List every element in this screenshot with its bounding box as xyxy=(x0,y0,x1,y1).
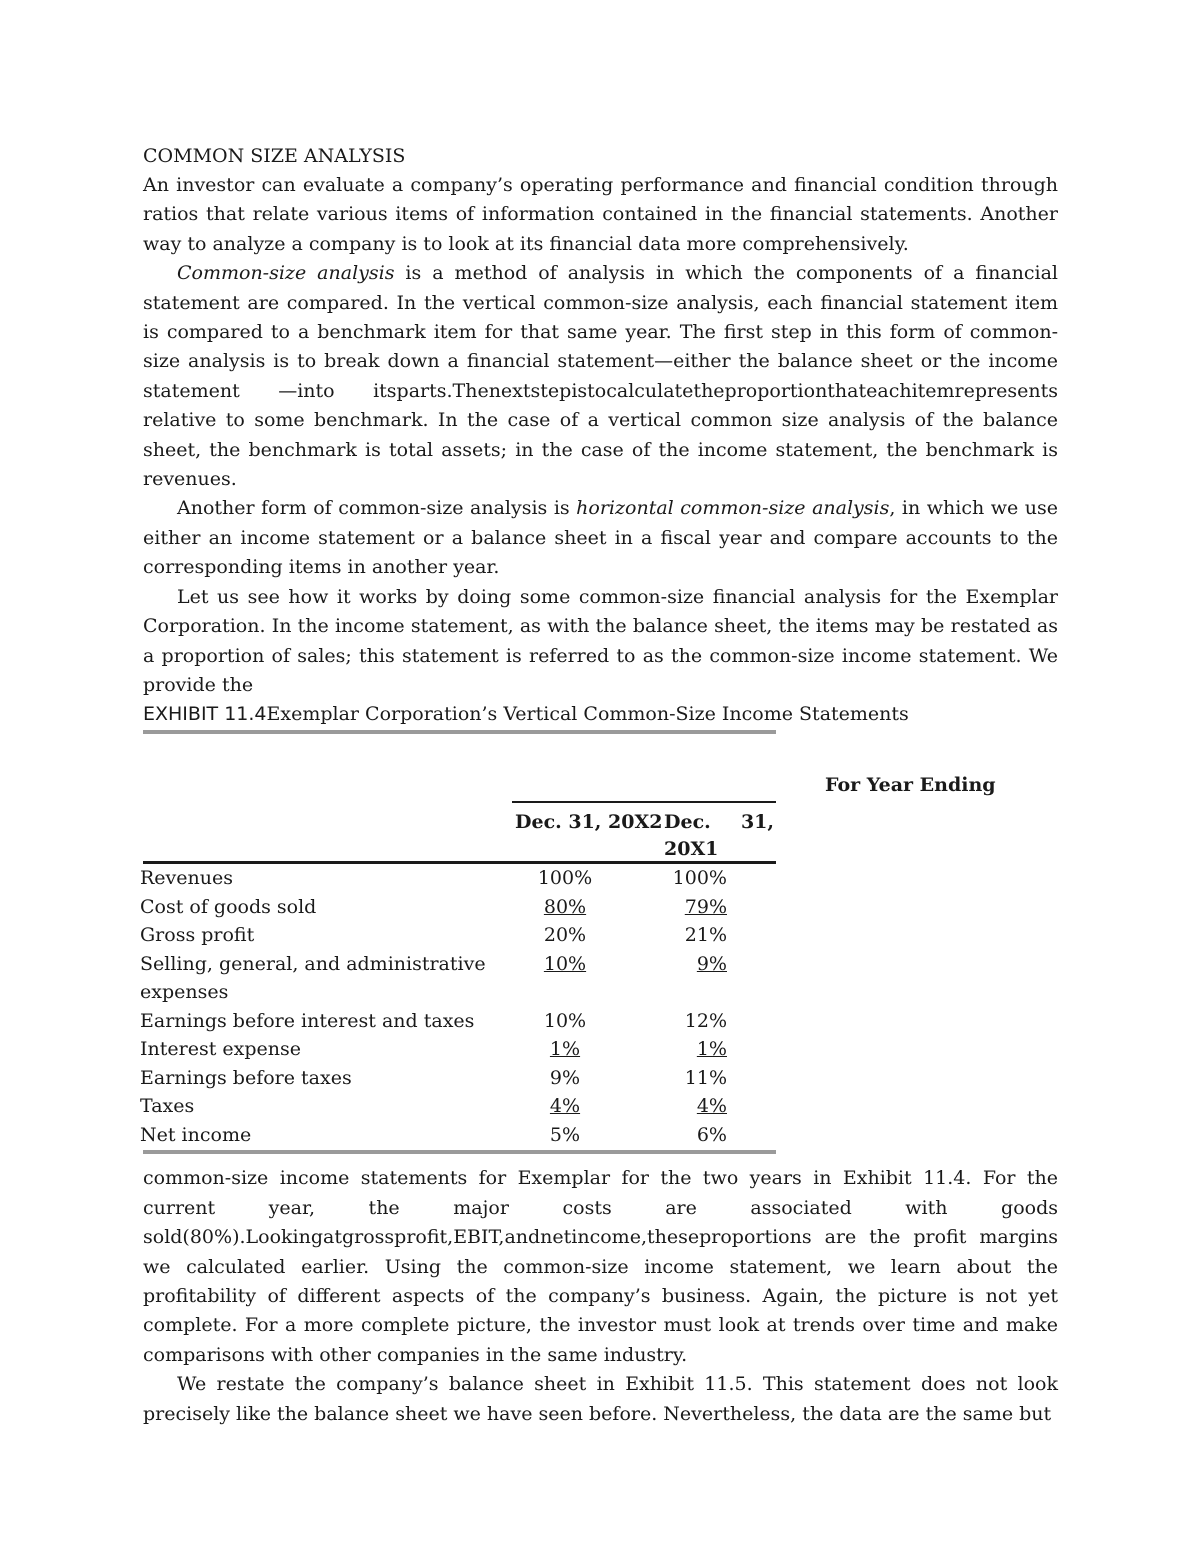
row-label: Interest expense xyxy=(140,1038,301,1061)
value-20x1: 12% xyxy=(684,1009,727,1032)
value-20x1: 4% xyxy=(696,1095,727,1118)
column-header-20x1-b: 31, xyxy=(740,811,774,834)
row-label: Gross profit xyxy=(140,924,255,947)
table-row xyxy=(140,1035,776,1064)
row-label: Revenues xyxy=(140,867,233,890)
column-header-20x1-c: 20X1 xyxy=(664,838,719,861)
row-label: Earnings before taxes xyxy=(140,1066,352,1089)
table-row xyxy=(140,864,776,893)
table-bottom-rule xyxy=(143,1150,776,1154)
paragraph-discussion: common-size income statements for Exemplar for the two years in Exhibit 11.4. For the current year, the major costs are associated with goods sold(80%).Lookingatgrossprofit,EBIT,andnetincome,theseproportions are the profit margins we calculated earlier. Using the common-size income statement, we learn about the profitability of different aspects of the company’s business. Again, the picture is not yet complete. For a more complete picture, the investor must look at trends over time and make comparisons with other companies in the same industry. xyxy=(143,1167,1058,1366)
paragraph-horizontal xyxy=(143,494,1058,582)
exhibit-title: Exemplar Corporation’s Vertical Common-Size Income Statements xyxy=(266,703,909,726)
value-20x2: 5% xyxy=(549,1123,581,1146)
exhibit-caption xyxy=(143,700,1058,728)
column-header-20x2: Dec. 31, 20X2 xyxy=(515,811,663,834)
value-20x2: 80% xyxy=(543,895,587,918)
value-20x2: 10% xyxy=(543,952,587,975)
value-20x1: 79% xyxy=(684,895,727,918)
period-label: For Year Ending xyxy=(825,774,996,797)
table-row xyxy=(140,1007,776,1036)
value-20x2: 10% xyxy=(543,1009,587,1032)
table-row xyxy=(140,921,776,950)
paragraph-balance-sheet: We restate the company’s balance sheet in Exhibit 11.5. This statement does not look precisely like the balance sheet we have seen before. Nevertheless, the data are the same but xyxy=(143,1373,1058,1425)
table-row xyxy=(140,1121,776,1150)
row-label: Net income xyxy=(140,1123,252,1146)
row-label: Cost of goods sold xyxy=(140,895,317,918)
value-20x2: 100% xyxy=(537,867,593,890)
row-label: Selling, general, and administrative expenses xyxy=(140,952,486,1004)
paragraph-intro: An investor can evaluate a company’s operating performance and financial condition through ratios that relate various items of information contained in the financial statements. Another way to analyze a company is to look at its financial data more comprehensively. xyxy=(143,174,1058,255)
value-20x1: 11% xyxy=(684,1066,727,1089)
paragraph-common-size xyxy=(143,259,1058,494)
exhibit-label: EXHIBIT 11.4 xyxy=(143,703,267,726)
paragraph-horizontal-text: , in which we use either an income statement or a balance sheet in a fiscal year and compare accounts to the corresponding items in another year. xyxy=(143,497,1058,579)
row-label: Taxes xyxy=(140,1095,195,1118)
value-20x1: 1% xyxy=(696,1038,727,1061)
paragraph-example: Let us see how it works by doing some common-size financial analysis for the Exemplar Corporation. In the income statement, as with the balance sheet, the items may be restated as a proportion of sales; this statement is referred to as the common-size income statement. We provide the xyxy=(143,585,1058,696)
value-20x1: 6% xyxy=(696,1123,727,1146)
term-horizontal: horizontal common-size analysis xyxy=(576,497,890,520)
value-20x1: 9% xyxy=(696,952,727,975)
table-row xyxy=(140,1092,776,1121)
header-top-rule xyxy=(512,801,776,803)
table-row xyxy=(140,1064,776,1093)
after-table-text xyxy=(143,1164,1058,1429)
document-page xyxy=(140,142,1058,1429)
table-row xyxy=(140,950,776,1007)
value-20x2: 20% xyxy=(543,924,587,947)
value-20x1: 21% xyxy=(684,924,727,947)
value-20x1: 100% xyxy=(672,867,727,890)
column-header-20x1 xyxy=(664,809,774,863)
value-20x2: 9% xyxy=(549,1066,581,1089)
paragraph-horizontal-start: Another form of common-size analysis is xyxy=(177,497,577,520)
value-20x2: 4% xyxy=(549,1095,581,1118)
table-row xyxy=(140,893,776,922)
row-label: Earnings before interest and taxes xyxy=(140,1009,475,1032)
income-statement-table xyxy=(140,734,1058,1164)
section-heading: COMMON SIZE ANALYSIS xyxy=(143,145,406,167)
column-header-20x1-a: Dec. xyxy=(664,811,711,834)
value-20x2: 1% xyxy=(549,1038,581,1061)
term-common-size: Common-size analysis xyxy=(177,262,395,285)
table-body xyxy=(140,864,776,1149)
paragraph-common-size-text: is a method of analysis in which the components of a financial statement are compared. In the vertical common-size analysis, each financial statement item is compared to a benchmark item for that same year. The first step in this form of common-size analysis is to break down a financial statement—either the balance sheet or the income statement —into itsparts.Thenextstepistocalculatetheproportionthateachitemrepresents relative to some benchmark. In the case of a vertical common size analysis of the balance sheet, the benchmark is total assets; in the case of the income statement, the benchmark is revenues. xyxy=(143,262,1058,491)
